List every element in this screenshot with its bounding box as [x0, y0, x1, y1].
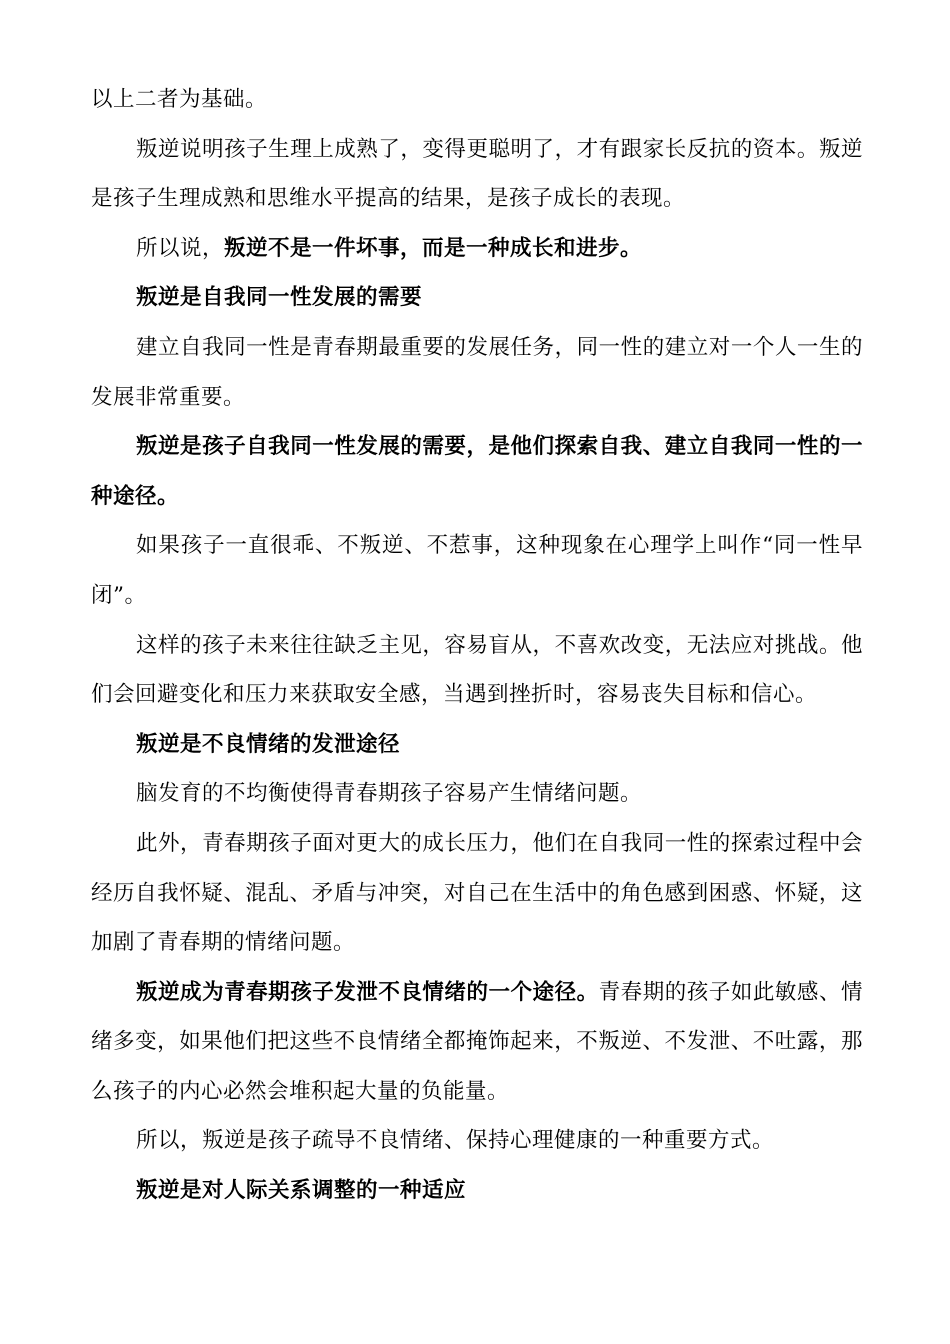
paragraph-text: 脑发育的不均衡使得青春期孩子容易产生情绪问题。 — [136, 781, 643, 807]
paragraph — [91, 323, 863, 422]
paragraph-bold-text: 叛逆是孩子自我同一性发展的需要，是他们探索自我、建立自我同一性的一种途径。 — [91, 434, 863, 509]
paragraph — [91, 125, 863, 224]
paragraph-text: 如果孩子一直很乖、不叛逆、不惹事，这种现象在心理学上叫作“同一性早闭”。 — [91, 533, 863, 608]
paragraph — [91, 521, 863, 620]
paragraph-bold-text: 叛逆不是一件坏事，而是一种成长和进步。 — [224, 235, 643, 261]
section-heading — [91, 273, 863, 323]
paragraph — [91, 968, 863, 1117]
paragraph-text: 这样的孩子未来往往缺乏主见，容易盲从，不喜欢改变，无法应对挑战。他们会回避变化和压力来获取安全感，当遇到挫折时，容易丧失目标和信心。 — [91, 632, 863, 708]
paragraph-bold — [91, 422, 863, 521]
paragraph-lead-text: 所以说， — [136, 235, 225, 261]
section-heading — [91, 720, 863, 770]
heading-text: 叛逆是对人际关系调整的一种适应 — [136, 1178, 467, 1204]
heading-text: 叛逆是不良情绪的发泄途径 — [136, 731, 401, 757]
paragraph-text: 建立自我同一性是青春期最重要的发展任务，同一性的建立对一个人一生的发展非常重要。 — [91, 334, 863, 410]
paragraph-text: 叛逆说明孩子生理上成熟了，变得更聪明了，才有跟家长反抗的资本。叛逆是孩子生理成熟和思维水平提高的结果，是孩子成长的表现。 — [91, 136, 863, 212]
paragraph — [91, 1116, 863, 1166]
section-heading — [91, 1166, 863, 1216]
paragraph-text: 以上二者为基础。 — [91, 87, 268, 112]
paragraph-text: 此外，青春期孩子面对更大的成长压力，他们在自我同一性的探索过程中会经历自我怀疑、混乱、矛盾与冲突，对自己在生活中的角色感到困惑、怀疑，这加剧了青春期的情绪问题。 — [91, 830, 863, 956]
paragraph-tail-text: 青春期的孩子如此敏感、情绪多变，如果他们把这些不良情绪全都掩饰起来，不叛逆、不发泄、不吐露，那么孩子的内心必然会堆积起大量的负能量。 — [91, 979, 863, 1104]
paragraph — [91, 621, 863, 720]
paragraph — [91, 224, 863, 274]
document-body — [91, 75, 863, 1216]
heading-text: 叛逆是自我同一性发展的需要 — [136, 285, 423, 311]
paragraph — [91, 819, 863, 968]
paragraph-text: 所以，叛逆是孩子疏导不良情绪、保持心理健康的一种重要方式。 — [136, 1128, 775, 1154]
paragraph — [91, 769, 863, 819]
paragraph-bold-text: 叛逆成为青春期孩子发泄不良情绪的一个途径。 — [136, 979, 599, 1005]
paragraph — [91, 75, 863, 125]
